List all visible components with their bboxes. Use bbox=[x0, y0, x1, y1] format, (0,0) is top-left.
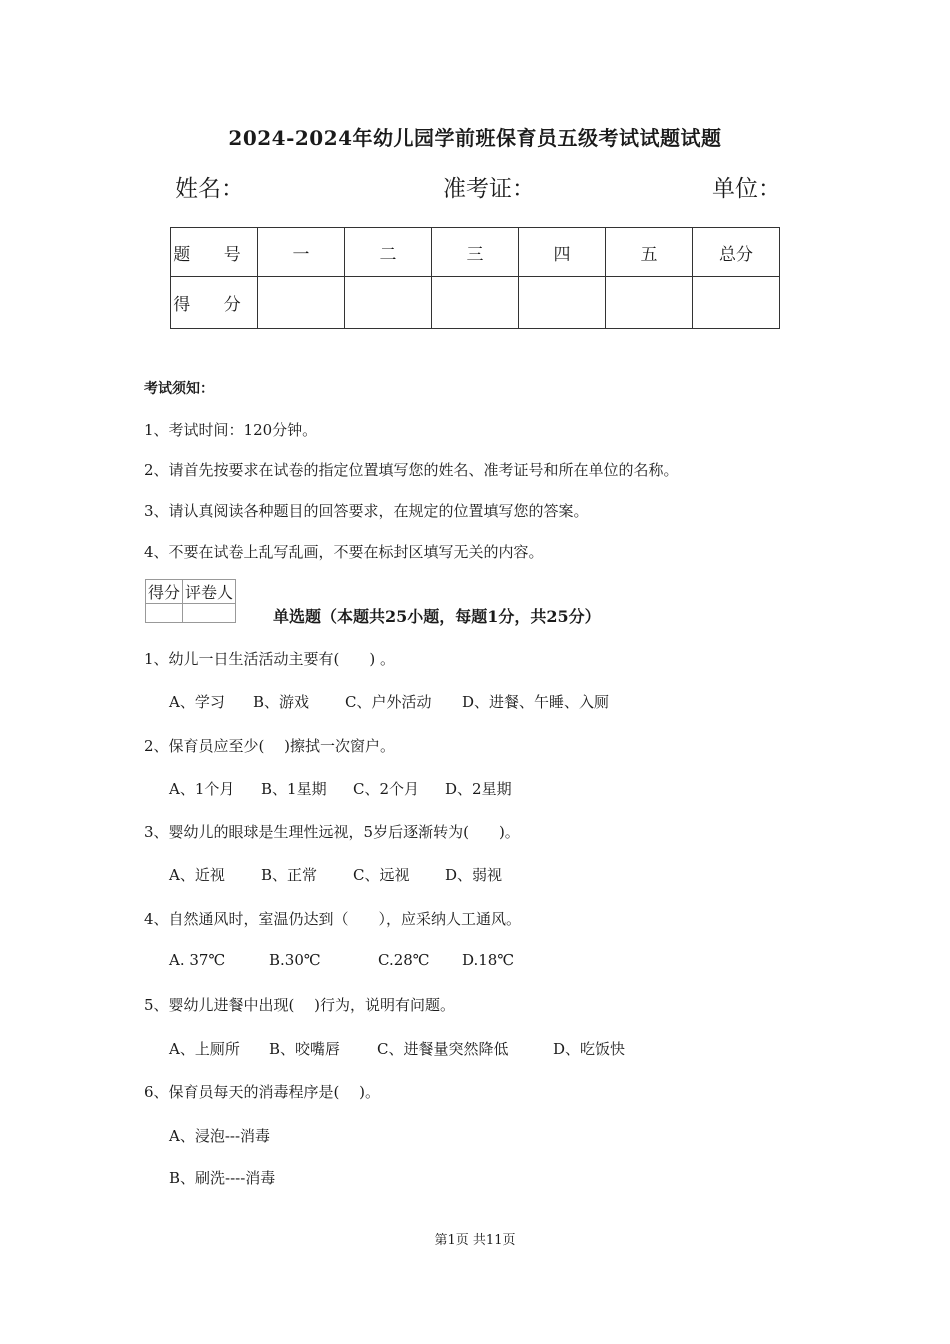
question-text: 5、婴幼儿进餐中出现( )行为，说明有问题。 bbox=[144, 996, 456, 1014]
option[interactable]: C、2个月 bbox=[353, 780, 420, 798]
question-options bbox=[169, 691, 609, 712]
question-text: 3、婴幼儿的眼球是生理性远视，5岁后逐渐转为( )。 bbox=[144, 823, 520, 841]
score-table-col: 一 bbox=[258, 228, 345, 277]
question-options bbox=[169, 778, 512, 799]
score-table-score-label: 得 分 bbox=[171, 277, 258, 329]
option[interactable]: B.30℃ bbox=[269, 951, 321, 969]
notice-item: 3、请认真阅读各种题目的回答要求，在规定的位置填写您的答案。 bbox=[144, 502, 589, 520]
question-text: 2、保育员应至少( )擦拭一次窗户。 bbox=[144, 737, 396, 755]
option[interactable]: D、弱视 bbox=[445, 866, 503, 884]
question-text: 6、保育员每天的消毒程序是( )。 bbox=[144, 1083, 381, 1101]
option[interactable]: C、进餐量突然降低 bbox=[377, 1040, 509, 1058]
notice-item: 4、不要在试卷上乱写乱画，不要在标封区填写无关的内容。 bbox=[144, 543, 544, 561]
grader-score-label: 得分 bbox=[146, 580, 183, 604]
score-cell[interactable] bbox=[519, 277, 606, 329]
question-options bbox=[169, 951, 514, 969]
question-options bbox=[169, 1038, 625, 1059]
option[interactable]: C.28℃ bbox=[378, 951, 430, 969]
name-field-label: 姓名： bbox=[175, 176, 244, 202]
option[interactable]: D.18℃ bbox=[462, 951, 515, 969]
score-cell-total[interactable] bbox=[693, 277, 780, 329]
option[interactable]: B、1星期 bbox=[261, 780, 327, 798]
score-cell[interactable] bbox=[345, 277, 432, 329]
question-options bbox=[169, 864, 502, 885]
option[interactable]: A、浸泡---消毒 bbox=[169, 1127, 271, 1145]
option[interactable]: C、户外活动 bbox=[345, 693, 432, 711]
score-table-col-total: 总分 bbox=[693, 228, 780, 277]
question-text: 1、幼儿一日生活活动主要有( ) 。 bbox=[144, 650, 396, 668]
grader-score-cell[interactable] bbox=[146, 604, 183, 623]
question-text: 4、自然通风时，室温仍达到（ ），应采纳人工通风。 bbox=[144, 910, 522, 928]
score-table bbox=[170, 227, 780, 329]
option[interactable]: D、吃饭快 bbox=[553, 1040, 626, 1058]
grader-box bbox=[145, 579, 236, 623]
exam-title: 2024-2024年幼儿园学前班保育员五级考试试题试题 bbox=[228, 126, 722, 150]
score-table-col: 二 bbox=[345, 228, 432, 277]
score-cell[interactable] bbox=[606, 277, 693, 329]
page-footer: 第1页 共11页 bbox=[434, 1233, 516, 1248]
option[interactable]: A、上厕所 bbox=[169, 1040, 240, 1058]
option[interactable]: A、1个月 bbox=[169, 780, 235, 798]
score-table-col: 五 bbox=[606, 228, 693, 277]
grader-reviewer-label: 评卷人 bbox=[183, 580, 236, 604]
score-table-col: 三 bbox=[432, 228, 519, 277]
notice-item: 1、考试时间：120分钟。 bbox=[144, 421, 318, 439]
option[interactable]: B、正常 bbox=[261, 866, 318, 884]
score-table-col: 四 bbox=[519, 228, 606, 277]
option[interactable]: D、进餐、午睡、入厕 bbox=[462, 693, 610, 711]
option[interactable]: B、咬嘴唇 bbox=[269, 1040, 341, 1058]
exam-id-field-label: 准考证： bbox=[443, 176, 535, 202]
option[interactable]: B、游戏 bbox=[253, 693, 310, 711]
option[interactable]: B、刷洗----消毒 bbox=[169, 1169, 276, 1187]
option[interactable]: C、远视 bbox=[353, 866, 410, 884]
score-cell[interactable] bbox=[258, 277, 345, 329]
option[interactable]: D、2星期 bbox=[445, 780, 512, 798]
score-cell[interactable] bbox=[432, 277, 519, 329]
notice-title: 考试须知： bbox=[144, 381, 214, 397]
option[interactable]: A、近视 bbox=[169, 866, 225, 884]
score-table-header-label: 题 号 bbox=[171, 228, 258, 277]
option[interactable]: A、学习 bbox=[169, 693, 225, 711]
option[interactable]: A. 37℃ bbox=[169, 951, 226, 969]
unit-field-label: 单位： bbox=[712, 176, 781, 202]
grader-reviewer-cell[interactable] bbox=[183, 604, 236, 623]
section-title: 单选题（本题共25小题，每题1分，共25分） bbox=[273, 607, 601, 626]
notice-item: 2、请首先按要求在试卷的指定位置填写您的姓名、准考证号和所在单位的名称。 bbox=[144, 461, 679, 479]
